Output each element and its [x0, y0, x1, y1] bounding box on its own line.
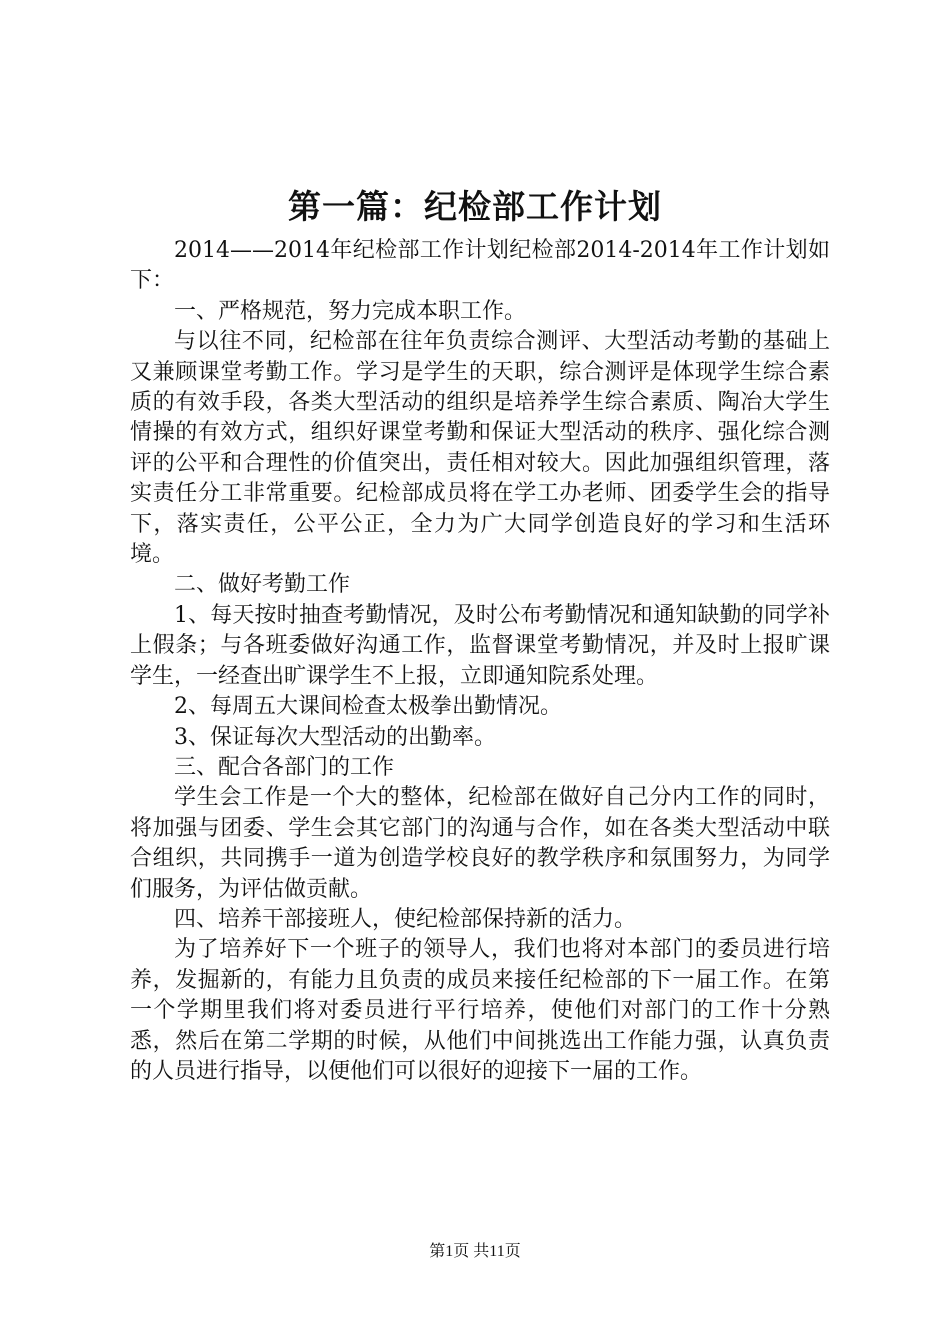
list-item: 3、保证每次大型活动的出勤率。	[174, 724, 496, 750]
paragraph-intro: 2014——2014年纪检部工作计划纪检部2014-2014年工作计划如下：	[130, 238, 830, 294]
paragraph: 与以往不同，纪检部在往年负责综合测评、大型活动考勤的基础上又兼顾课堂考勤工作。学习是学生的天职，综合测评是体现学生综合素质的有效手段，各类大型活动的组织是培养学生综合素质、陶冶大学生情操的有效方式，组织好课堂考勤和保证大型活动的秩序、强化综合测评的公平和合理性的价值突出，责任相对较大。因此加强组织管理，落实责任分工非常重要。纪检部成员将在学工办老师、团委学生会的指导下，落实责任，公平公正，全力为广大同学创造良好的学习和生活环境。	[130, 329, 830, 568]
section-heading-3: 三、配合各部门的工作	[174, 754, 395, 780]
section-heading-1: 一、严格规范，努力完成本职工作。	[174, 298, 527, 324]
section-heading-4: 四、培养干部接班人，使纪检部保持新的活力。	[174, 906, 637, 932]
document-title: 第一篇：纪检部工作计划	[288, 187, 662, 226]
page-footer: 第1页 共11页	[429, 1243, 521, 1260]
paragraph: 为了培养好下一个班子的领导人，我们也将对本部门的委员进行培养，发掘新的，有能力且负责的成员来接任纪检部的下一届工作。在第一个学期里我们将对委员进行平行培养，使他们对部门的工作十分熟悉，然后在第二学期的时候，从他们中间挑选出工作能力强，认真负责的人员进行指导，以便他们可以很好的迎接下一届的工作。	[130, 937, 830, 1084]
list-item: 1、每天按时抽查考勤情况，及时公布考勤情况和通知缺勤的同学补上假条；与各班委做好沟通工作，监督课堂考勤情况，并及时上报旷课学生，一经查出旷课学生不上报，立即通知院系处理。	[130, 602, 830, 689]
section-heading-2: 二、做好考勤工作	[174, 572, 351, 598]
document-body	[130, 236, 830, 1087]
paragraph: 学生会工作是一个大的整体，纪检部在做好自己分内工作的同时，将加强与团委、学生会其它部门的沟通与合作，如在各类大型活动中联合组织，共同携手一道为创造学校良好的教学秩序和氛围努力，为同学们服务，为评估做贡献。	[130, 785, 830, 902]
list-item: 2、每周五大课间检查太极拳出勤情况。	[174, 694, 562, 720]
